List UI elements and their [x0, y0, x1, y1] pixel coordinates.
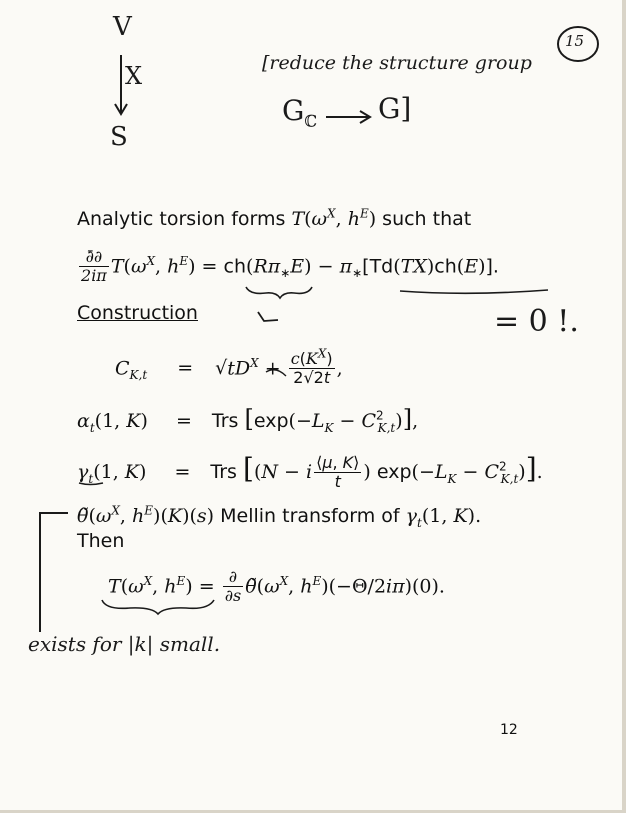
group-subscript-c: ℂ	[304, 111, 318, 131]
page-circle-number: 15	[565, 32, 585, 50]
note-group-g-real: G]	[378, 92, 412, 125]
equation-c-kt: $C_{K,t} = √tD^X$ + $\frac{c(K^X)}{2√2t}$ ,	[115, 346, 343, 388]
note-group-g-complex	[282, 94, 318, 131]
equation-alpha-t: $\alpha_t(1$, K) = Trs $[\exp(-L_K - C^2_{K,t})]$,	[77, 405, 419, 435]
left-margin-bracket	[40, 513, 68, 632]
note-equals-zero: = 0 !.	[494, 304, 579, 339]
construction-heading: Construction	[77, 302, 198, 324]
small-hook-mark	[258, 312, 278, 321]
mellin-text: Mellin transform of	[220, 505, 400, 527]
equation-gamma-t: $\gamma_t(1$, K) = Trs [(N − i $\frac{⟨\mu, K⟩}{t}$ ) $\exp(-L_K - C^2_{K,t})$].	[77, 452, 543, 491]
then-text: Then	[77, 530, 125, 552]
line-analytic-torsion: Analytic torsion forms $T(\omega^X$, $h^E$) such that	[77, 206, 472, 230]
analytic-torsion-suffix: such that	[382, 208, 472, 230]
fiber-map-x: X	[125, 62, 143, 90]
analytic-torsion-prefix: Analytic torsion forms	[77, 208, 286, 230]
note-reduce-structure-group: [reduce the structure group	[262, 52, 532, 74]
page-number: 12	[500, 722, 518, 738]
group-g-letter: G	[282, 94, 305, 127]
equation-ddbar-torsion: $\frac{\partial̄\partial}{2i\pi}$ $T(\omega^X$, $h^E) = ch(R\pi_∗E) - \pi_∗[Td(TX)ch(E)]$.	[81, 247, 499, 286]
fiber-top-v: V	[113, 12, 132, 42]
fiber-base-s: S	[110, 122, 128, 152]
note-exists-for-small-k: exists for |k| small.	[28, 632, 221, 656]
equation-torsion-definition: $T(\omega^X$, $h^E$) = $\frac{\partial}{\partial s}$ $\thetã(\omega^X$, $h^E)(-\Theta/2i\pi)(0)$.	[108, 567, 445, 606]
underbrace-chern	[246, 287, 312, 298]
underline-todd	[400, 290, 548, 293]
line-mellin-transform: $\thetã(\omega^X$, $h^E)(K)(s)$ Mellin transform of $\gamma_t(1$, K).	[77, 503, 482, 530]
